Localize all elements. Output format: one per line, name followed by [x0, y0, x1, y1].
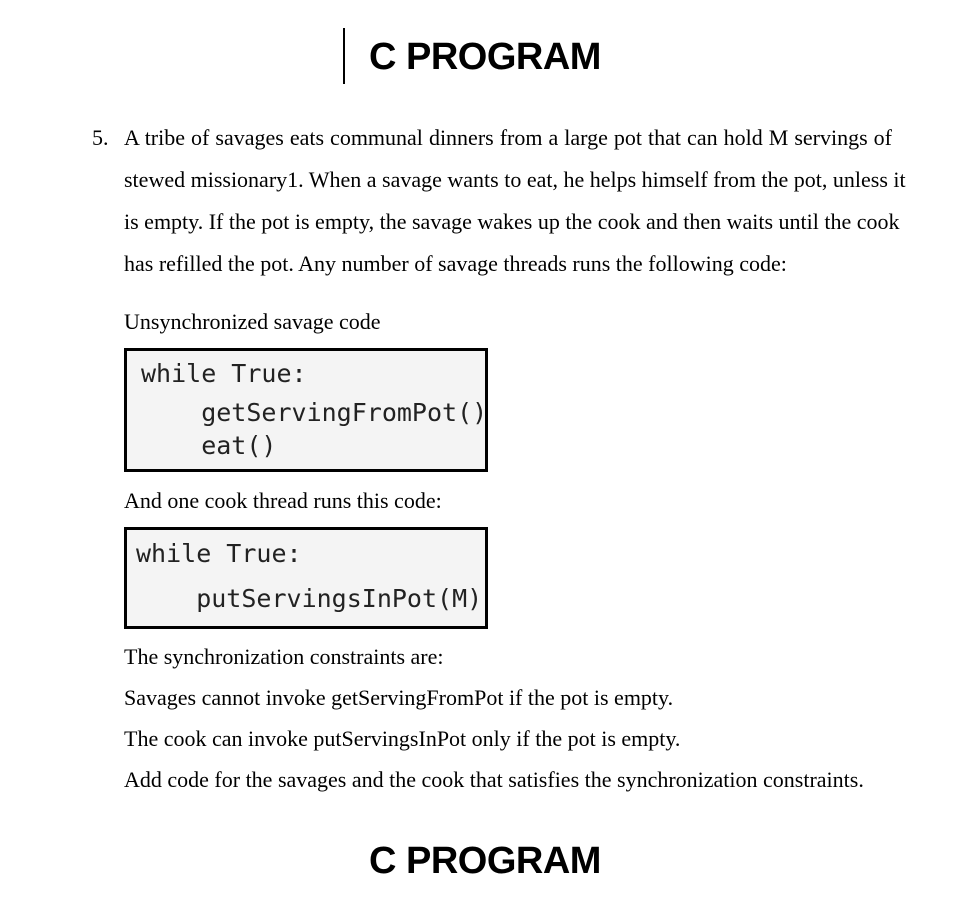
- question-line: has refilled the pot. Any number of savage threads runs the following code:: [124, 251, 787, 276]
- code-line: eat(): [141, 431, 277, 460]
- question-number: 5.: [92, 125, 109, 150]
- constraints-intro: The synchronization constraints are:: [124, 644, 444, 669]
- code-line: getServingFromPot(): [141, 398, 488, 427]
- code-line: putServingsInPot(M): [136, 584, 483, 613]
- constraint-item: Add code for the savages and the cook that satisfies the synchronization constraints.: [124, 767, 864, 792]
- question-text: [124, 124, 906, 294]
- page-title: C PROGRAM: [369, 36, 601, 78]
- cook-code-caption: And one cook thread runs this code:: [124, 488, 442, 513]
- savage-code-block: [124, 348, 488, 472]
- savage-code-caption: Unsynchronized savage code: [124, 309, 381, 334]
- constraint-item: The cook can invoke putServingsInPot only if the pot is empty.: [124, 726, 681, 751]
- question-line: is empty. If the pot is empty, the savage wakes up the cook and then waits until the cook: [124, 209, 900, 234]
- code-line: while True:: [141, 359, 307, 388]
- question-line: A tribe of savages eats communal dinners from a large pot that can hold M servings of: [124, 125, 892, 150]
- constraint-item: Savages cannot invoke getServingFromPot if the pot is empty.: [124, 685, 674, 710]
- cook-code-block: [124, 527, 488, 629]
- question-line: stewed missionary1. When a savage wants to eat, he helps himself from the pot, unless it: [124, 167, 906, 192]
- code-line: while True:: [136, 539, 302, 568]
- footer-title: C PROGRAM: [369, 840, 601, 882]
